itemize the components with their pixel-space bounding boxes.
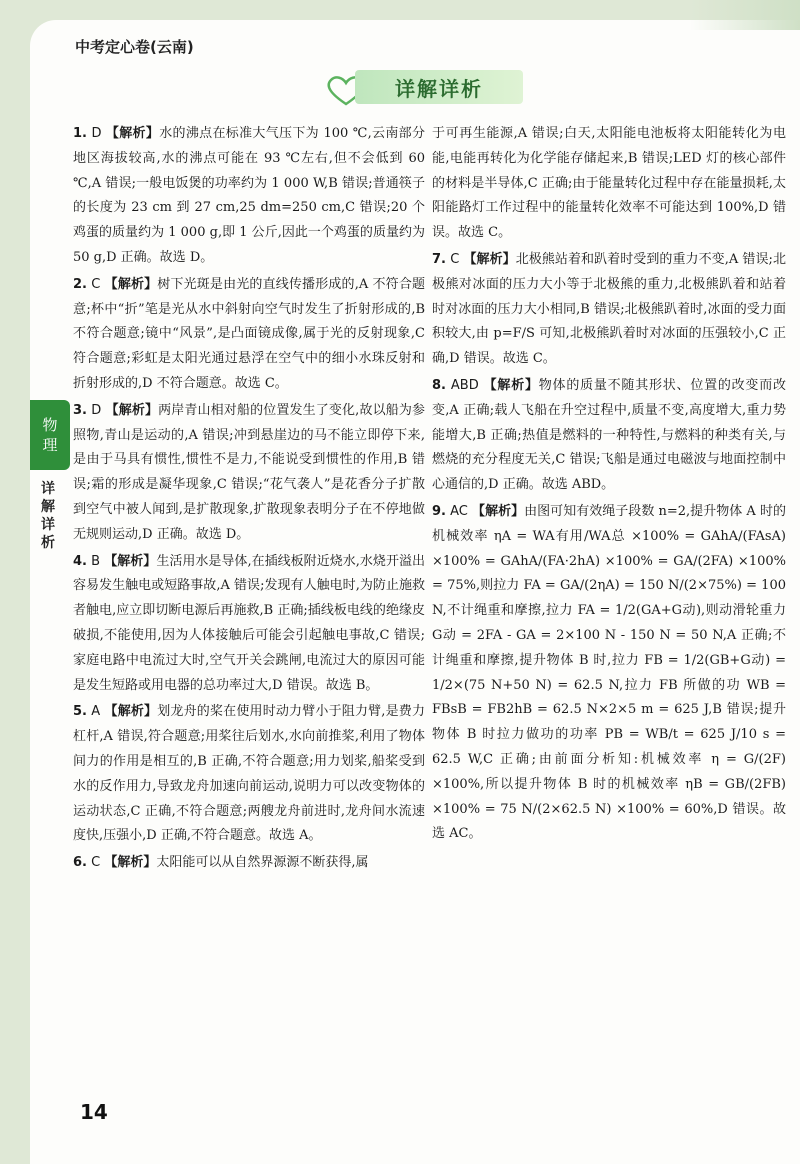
- right-column: [432, 122, 786, 849]
- answer-item: [432, 122, 786, 246]
- answer-item: [73, 851, 425, 876]
- analysis-tag: 【解析】: [463, 251, 516, 267]
- item-answer: D: [91, 402, 102, 418]
- item-answer: D: [91, 126, 102, 141]
- item-text: 物体的质量不随其形状、位置的改变而改变,A 正确;载人飞船在升空过程中,质量不变,高度增大,重力势能增大,B 正确;热值是燃料的一种特性,与燃料的种类有关,与燃烧的充分程度无关,C 错误;飞船是通过电磁波与地面控制中心通信的,D 正确。故选 ABD。: [432, 377, 786, 493]
- item-number: 6.: [73, 855, 87, 871]
- item-text: 生活用水是导体,在插线板附近烧水,水烧开溢出容易发生触电或短路事故,A 错误;发现有人触电时,为防止施救者触电,应立即切断电源后再施救,B 正确;插线板电线的绝缘皮破损,不能使用,因为人体接触后可能会引起触电事故,C 错误;家庭电路中电流过大时,空气开关会跳闸,电流过大的原因可能是发生短路或用电器的总功率过大,D 错误。故选 B。: [73, 553, 425, 693]
- item-number: 2.: [73, 276, 87, 292]
- item-text: 于可再生能源,A 错误;白天,太阳能电池板将太阳能转化为电能,电能再转化为化学能存储起来,B 错误;LED 灯的核心部件的材料是半导体,C 正确;由于能量转化过程中存在能量损耗,太阳能路灯工作过程中的能量转化效率不可能达到 100%,D 错误。故选 C。: [432, 126, 786, 241]
- answer-item: [73, 399, 425, 548]
- side-label: 详解详析: [41, 481, 55, 551]
- section-title: [325, 70, 525, 110]
- item-text: 树下光斑是由光的直线传播形成的,A 不符合题意;杯中“折”笔是光从水中斜射向空气时发生了折射形成的,B 不符合题意;镜中“风景”,是凸面镜成像,属于光的反射现象,C 符合题意;彩虹是太阳光通过悬浮在空气中的细小水珠反射和折射形成的,D 不符合题意。故选 C。: [73, 276, 425, 391]
- answer-item: [73, 700, 425, 849]
- item-number: 3.: [73, 402, 87, 418]
- title-text: 详解详析: [395, 76, 483, 101]
- item-text: 水的沸点在标准大气压下为 100 ℃,云南部分地区海拔较高,水的沸点可能在 93 ℃左右,但不会低到 60 ℃,A 错误;一般电饭煲的功率约为 1 000 W,B 错误;普通筷子的长度为 23 cm 到 27 cm,25 dm=250 cm,C 错误;20 个鸡蛋的质量约为 1 000 g,即 1 公斤,因此一个鸡蛋的质量约为 50 g,D 正确。故选 D。: [73, 126, 425, 265]
- title-banner: [355, 70, 523, 104]
- item-answer: B: [91, 553, 101, 569]
- item-text: 划龙舟的桨在使用时动力臂小于阻力臂,是费力杠杆,A 错误,符合题意;用桨往后划水,水向前推桨,利用了物体间力的作用是相互的,B 正确,不符合题意;用力划桨,船桨受到水的反作用力,导致龙舟加速向前运动,说明力可以改变物体的运动状态,C 正确,不符合题意;两艘龙舟前进时,龙舟间水流速度快,压强小,D 正确,不符合题意。故选 A。: [73, 704, 425, 844]
- item-text: 由图可知有效绳子段数 n=2,提升物体 A 时的机械效率 ηA = WA有用/WA总 ×100% = GAhA/(FAsA) ×100% = GAhA/(FA·2hA) ×100% = GA/(2FA) ×100% = 75%,则拉力 FA = GA/(2ηA) = 150 N/(2×75%) = 100 N,不计绳重和摩擦,拉力 FA = 1/2(GA+G动),则动滑轮重力 G动 = 2FA - GA = 2×100 N - 150 N = 50 N,A 正确;不计绳重和摩擦,提升物体 B 时,拉力 FB = 1/2(GB+G动) = 1/2×(75 N+50 N) = 62.5 N,拉力 FB 所做的功 WB = FBsB = FB2hB = 62.5 N×2×5 m = 625 J,B 错误;提升物体 B 时拉力做功的功率 PB = WB/t = 625 J/10 s = 62.5 W,C 正确;由前面分析知:机械效率 η = G/(2F) ×100%,所以提升物体 B 时的机械效率 ηB = GB/(2FB) ×100% = 75 N/(2×62.5 N) ×100% = 60%,D 错误。故选 AC。: [432, 503, 786, 842]
- book-header: 中考定心卷(云南): [75, 38, 194, 56]
- corner-decoration: [690, 0, 800, 30]
- subject-tab-char: 物: [42, 416, 58, 434]
- answer-item: [432, 500, 786, 847]
- analysis-tag: 【解析】: [104, 276, 158, 292]
- item-number: 9.: [432, 503, 446, 519]
- answer-item: [73, 550, 425, 699]
- item-answer: AC: [450, 503, 468, 519]
- analysis-tag: 【解析】: [105, 126, 160, 141]
- item-text: 北极熊站着和趴着时受到的重力不变,A 错误;北极熊对冰面的压力大小等于北极熊的重力,北极熊趴着和站着时对冰面的压力大小相同,B 错误;北极熊趴着时,冰面的受力面积较大,由 p=F/S 可知,北极熊趴着时对冰面的压强较小,C 正确,D 错误。故选 C。: [432, 251, 786, 367]
- analysis-tag: 【解析】: [104, 704, 158, 720]
- analysis-tag: 【解析】: [104, 855, 157, 871]
- item-text: 太阳能可以从自然界源源不断获得,属: [156, 855, 369, 871]
- item-answer: A: [91, 704, 101, 720]
- item-number: 5.: [73, 704, 87, 720]
- item-answer: C: [91, 276, 101, 292]
- item-answer: ABD: [450, 377, 479, 393]
- answer-item: [73, 273, 425, 397]
- item-text: 两岸青山相对船的位置发生了变化,故以船为参照物,青山是运动的,A 错误;冲到悬崖边的马不能立即停下来,是由于马具有惯性,惯性不是力,不能说受到惯性的作用,B 错误;霜的形成是凝华现象,C 错误;“花气袭人”是花香分子扩散到空气中被人闻到,是扩散现象,扩散现象表明分子在不停地做无规则运动,D 正确。故选 D。: [73, 402, 425, 542]
- answer-item: [73, 122, 425, 271]
- subject-tab-char: 理: [42, 436, 58, 454]
- analysis-tag: 【解析】: [105, 402, 159, 418]
- subject-tab: [30, 400, 70, 470]
- item-answer: C: [450, 251, 460, 267]
- answer-item: [432, 248, 786, 372]
- analysis-tag: 【解析】: [472, 503, 525, 519]
- item-number: 4.: [73, 553, 87, 569]
- page-number: 14: [80, 1100, 108, 1124]
- analysis-tag: 【解析】: [104, 553, 157, 569]
- item-number: 1.: [73, 126, 87, 141]
- answer-item: [432, 374, 786, 498]
- analysis-tag: 【解析】: [483, 377, 539, 393]
- left-column: [73, 122, 425, 878]
- item-number: 7.: [432, 251, 446, 267]
- item-number: 8.: [432, 377, 446, 393]
- item-answer: C: [91, 855, 101, 871]
